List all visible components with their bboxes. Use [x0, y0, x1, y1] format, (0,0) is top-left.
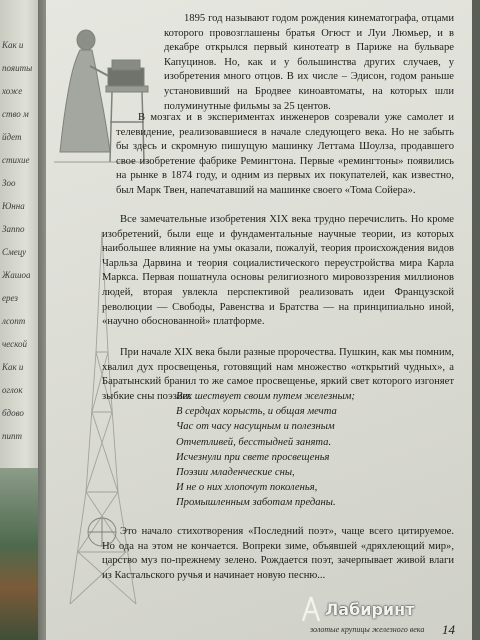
running-title: золотые крупицы железного века	[310, 625, 425, 634]
poem-line: В сердцах корысть, и общая мечта	[176, 406, 337, 418]
left-page-fragment: пипт	[2, 431, 22, 441]
page-number: 14	[442, 622, 455, 637]
book-page	[46, 0, 472, 640]
poem-line: Отчетливей, бесстыдней занята.	[176, 436, 332, 448]
left-page-fragment: йдет	[2, 132, 22, 142]
left-page-fragment: Юнна	[2, 201, 25, 211]
paragraph-typewriter: В мозгах и в экспериментах инженеров созревали уже самолет и телевидение, реализовавшиеся в начале следующего века. Но не забыть бы здесь и скромную пишущую машинку Леттама Шоулза, продавшего свое изобретение фабрике Ремингтона. Первые «ремингтоны» появились на рынке в 1874 году, и одним из первых их покупателей, как известно, был Марк Твен, напечатавший на машинке своего «Тома Сойера».	[116, 112, 454, 196]
left-page-photo	[0, 468, 40, 640]
paragraph-last-poet: Это начало стихотворения «Последний поэт», чаще всего цитируемое. Но ода на этом не кончается. Вопреки зиме, объявшей «дряхлеющий мир», царство муз по-прежнему зелено. Рождается поэт, зачерпывает живой влаги из Кастальского ручья и начинает новую песню...	[102, 526, 454, 581]
left-page-fragment: Смецу	[2, 247, 27, 257]
poem-line: Час от часу насущным и полезным	[176, 421, 335, 433]
paragraph-prophecies: При начале XIX века были разные пророчества. Пушкин, как мы помним, хвалил дух просвещенья, готовящий нам множество «открытий чудных», а Баратынский бранил то же самое просвещенье, яркий свет которого изгоняет зыбкие сны поэзии:	[102, 347, 454, 402]
page-footer	[246, 624, 466, 640]
paragraph-cinema: 1895 год называют годом рождения кинематографа, отцами которого провозглашены братья Огюст и Луи Люмьер, и в декабре открылся первый кинотеатр в Париже на бульваре Капуцинов. Но, как и у большинства других случаев, у изобретения много отцов. В их числе – Эдисон, годом раньше установивший на Бродвее кинoавтоматы, на которых шли полуминутные фильмы за 25 центов.	[164, 13, 454, 112]
left-page-fragment: Как и	[2, 362, 24, 372]
labirint-logo-icon	[300, 596, 322, 622]
poem-line: И не о них хлопочут поколенья,	[176, 482, 318, 494]
left-page-fragment: пояиты	[2, 63, 33, 73]
left-page-fragment: Как и	[2, 40, 24, 50]
left-page-fragment: Зоо	[2, 178, 16, 188]
paragraph-theories: Все замечательные изобретения XIX века трудно перечислить. Но кроме изобретений, были еще и фундаментальные научные теории, из которых наибольшее влияние на умы оказали, пожалуй, теория происхождения видов Чарльза Дарвина и теория социалистического переустройства мира Карла Маркса. Первая пошатнула основы религиозного мировоззрения миллионов людей, вторая увлекла перспективой реализовать идеи Французской революции — Свободы, Равенства и Братства — на принципиально иной, «научно обоснованной» платформе.	[102, 214, 454, 328]
poem-line: Промышленным заботам преданы.	[176, 497, 336, 509]
left-page-fragment: стихие	[2, 155, 30, 165]
left-page-fragment: оглок	[2, 385, 23, 395]
watermark	[300, 596, 414, 622]
poem-line: Исчезнули при свете просвещенья	[176, 451, 330, 463]
left-page-fragment: бдово	[2, 408, 24, 418]
watermark-text: Лабиринт	[325, 599, 415, 619]
left-page-fragment: Заппо	[2, 224, 25, 234]
poem-quote	[176, 389, 436, 511]
poem-line: Поэзии младенческие сны,	[176, 467, 295, 479]
left-page-fragment: ство м	[2, 109, 29, 119]
left-page-fragment: хоже	[2, 86, 23, 96]
left-page-fragment: ерез	[2, 293, 18, 303]
poem-line: Век шествует своим путем железным;	[176, 391, 355, 402]
left-page-fragment: Жашоа	[2, 270, 31, 280]
left-page-fragment: лсопт	[2, 316, 26, 326]
left-page-fragment: ческой	[2, 339, 28, 349]
